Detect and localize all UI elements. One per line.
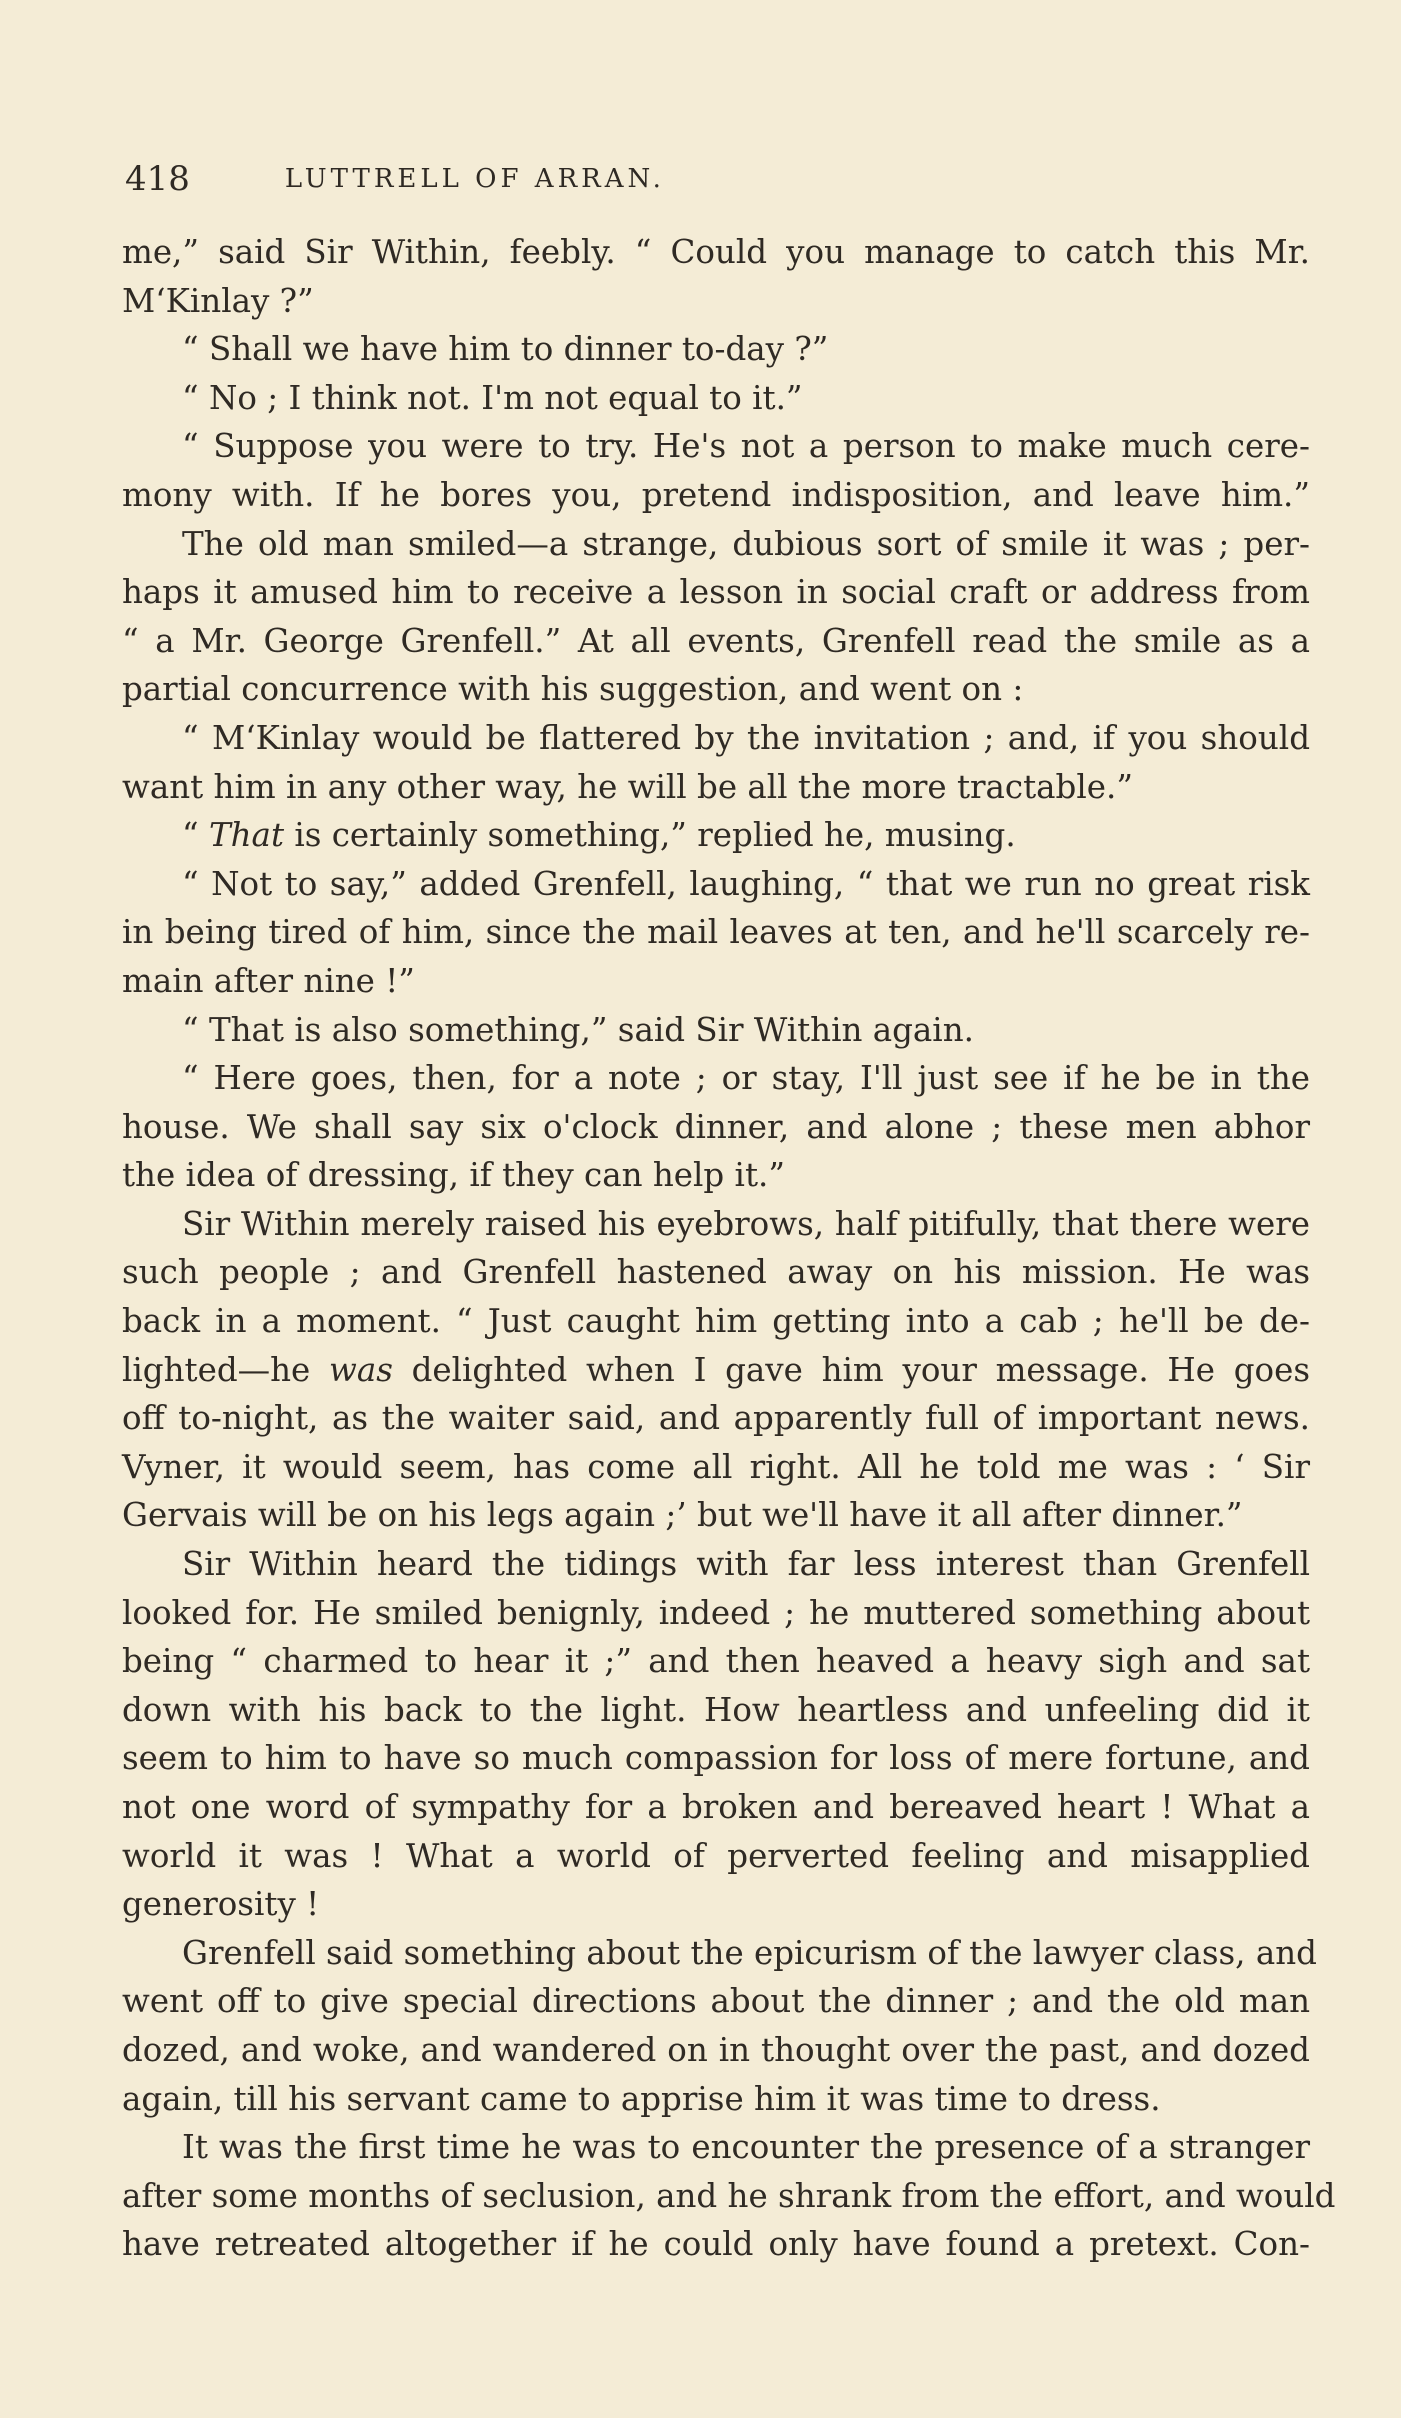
text-line: off to-night, as the waiter said, and apparently full of important news.	[122, 1399, 1310, 1438]
text-line: M‘Kinlay ?”	[122, 281, 314, 320]
text-line: mony with. If he bores you, pretend indisposition, and leave him.”	[122, 475, 1310, 514]
text-line: “ That is certainly something,” replied he, musing.	[182, 816, 1016, 855]
text-line: dozed, and woke, and wandered on in thought over the past, and dozed	[122, 2030, 1310, 2069]
text-line: down with his back to the light. How heartless and unfeeling did it	[122, 1690, 1310, 1729]
text-line: The old man smiled—a strange, dubious sort of smile it was ; per-	[182, 524, 1310, 563]
text-line: have retreated altogether if he could only have found a pretext. Con-	[122, 2225, 1310, 2264]
text-line: “ No ; I think not. I'm not equal to it.”	[182, 378, 803, 417]
text-line: lighted—he was delighted when I gave him your message. He goes	[122, 1350, 1310, 1389]
text-line: “ a Mr. George Grenfell.” At all events, Grenfell read the smile as a	[122, 621, 1310, 660]
running-title: LUTTRELL OF ARRAN.	[284, 164, 665, 194]
text-line: haps it amused him to receive a lesson in social craft or address from	[122, 573, 1310, 612]
text-line: house. We shall say six o'clock dinner, and alone ; these men abhor	[122, 1107, 1310, 1146]
text-line: world it was ! What a world of perverted feeling and misapplied	[122, 1836, 1310, 1875]
text-line: the idea of dressing, if they can help it.”	[122, 1156, 785, 1195]
text-line: partial concurrence with his suggestion, and went on :	[122, 670, 1024, 709]
text-line: again, till his servant came to apprise him it was time to dress.	[122, 2079, 1161, 2118]
text-line: “ Shall we have him to dinner to-day ?”	[182, 330, 829, 369]
text-line: want him in any other way, he will be all the more tractable.”	[122, 767, 1133, 806]
emphasis: was	[329, 1350, 393, 1389]
text-line: Gervais will be on his legs again ;’ but we'll have it all after dinner.”	[122, 1496, 1243, 1535]
text-line: Sir Within merely raised his eyebrows, half pitifully, that there were	[182, 1204, 1310, 1243]
text-line: back in a moment. “ Just caught him getting into a cab ; he'll be de-	[122, 1302, 1310, 1341]
text-line: after some months of seclusion, and he shrank from the effort, and would	[122, 2176, 1336, 2215]
text-line: “ Suppose you were to try. He's not a person to make much cere-	[182, 427, 1310, 466]
body-text	[122, 228, 1336, 2269]
page-header	[125, 154, 1096, 204]
text-line: such people ; and Grenfell hastened away on his mission. He was	[122, 1253, 1310, 1292]
text-line: “ Not to say,” added Grenfell, laughing, “ that we run no great risk	[182, 864, 1310, 903]
text-line: Sir Within heard the tidings with far less interest than Grenfell	[182, 1545, 1310, 1584]
text-line: It was the first time he was to encounter the presence of a stranger	[182, 2128, 1310, 2167]
text-line: “ M‘Kinlay would be flattered by the invitation ; and, if you should	[182, 718, 1310, 757]
text-line: seem to him to have so much compassion for loss of mere fortune, and	[122, 1739, 1310, 1778]
text-line: looked for. He smiled benignly, indeed ; he muttered something about	[122, 1593, 1310, 1632]
text-line: me,” said Sir Within, feebly. “ Could you manage to catch this Mr.	[122, 233, 1310, 271]
text-line: not one word of sympathy for a broken and bereaved heart ! What a	[122, 1788, 1310, 1826]
text-line: in being tired of him, since the mail leaves at ten, and he'll scarcely re-	[122, 913, 1310, 952]
text-line: Grenfell said something about the epicurism of the lawyer class, and	[182, 1933, 1317, 1972]
text-line: main after nine !”	[122, 961, 415, 1000]
text-line: generosity !	[122, 1885, 320, 1924]
emphasis: That	[208, 816, 284, 855]
text-line: being “ charmed to hear it ;” and then heaved a heavy sigh and sat	[122, 1642, 1310, 1681]
text-line: “ That is also something,” said Sir Within again.	[182, 1010, 974, 1049]
text-line: “ Here goes, then, for a note ; or stay, I'll just see if he be in the	[182, 1059, 1310, 1098]
text-line: went off to give special directions about the dinner ; and the old man	[122, 1982, 1310, 2021]
page-number: 418	[125, 159, 190, 199]
text-line: Vyner, it would seem, has come all right. All he told me was : ‘ Sir	[122, 1447, 1310, 1486]
